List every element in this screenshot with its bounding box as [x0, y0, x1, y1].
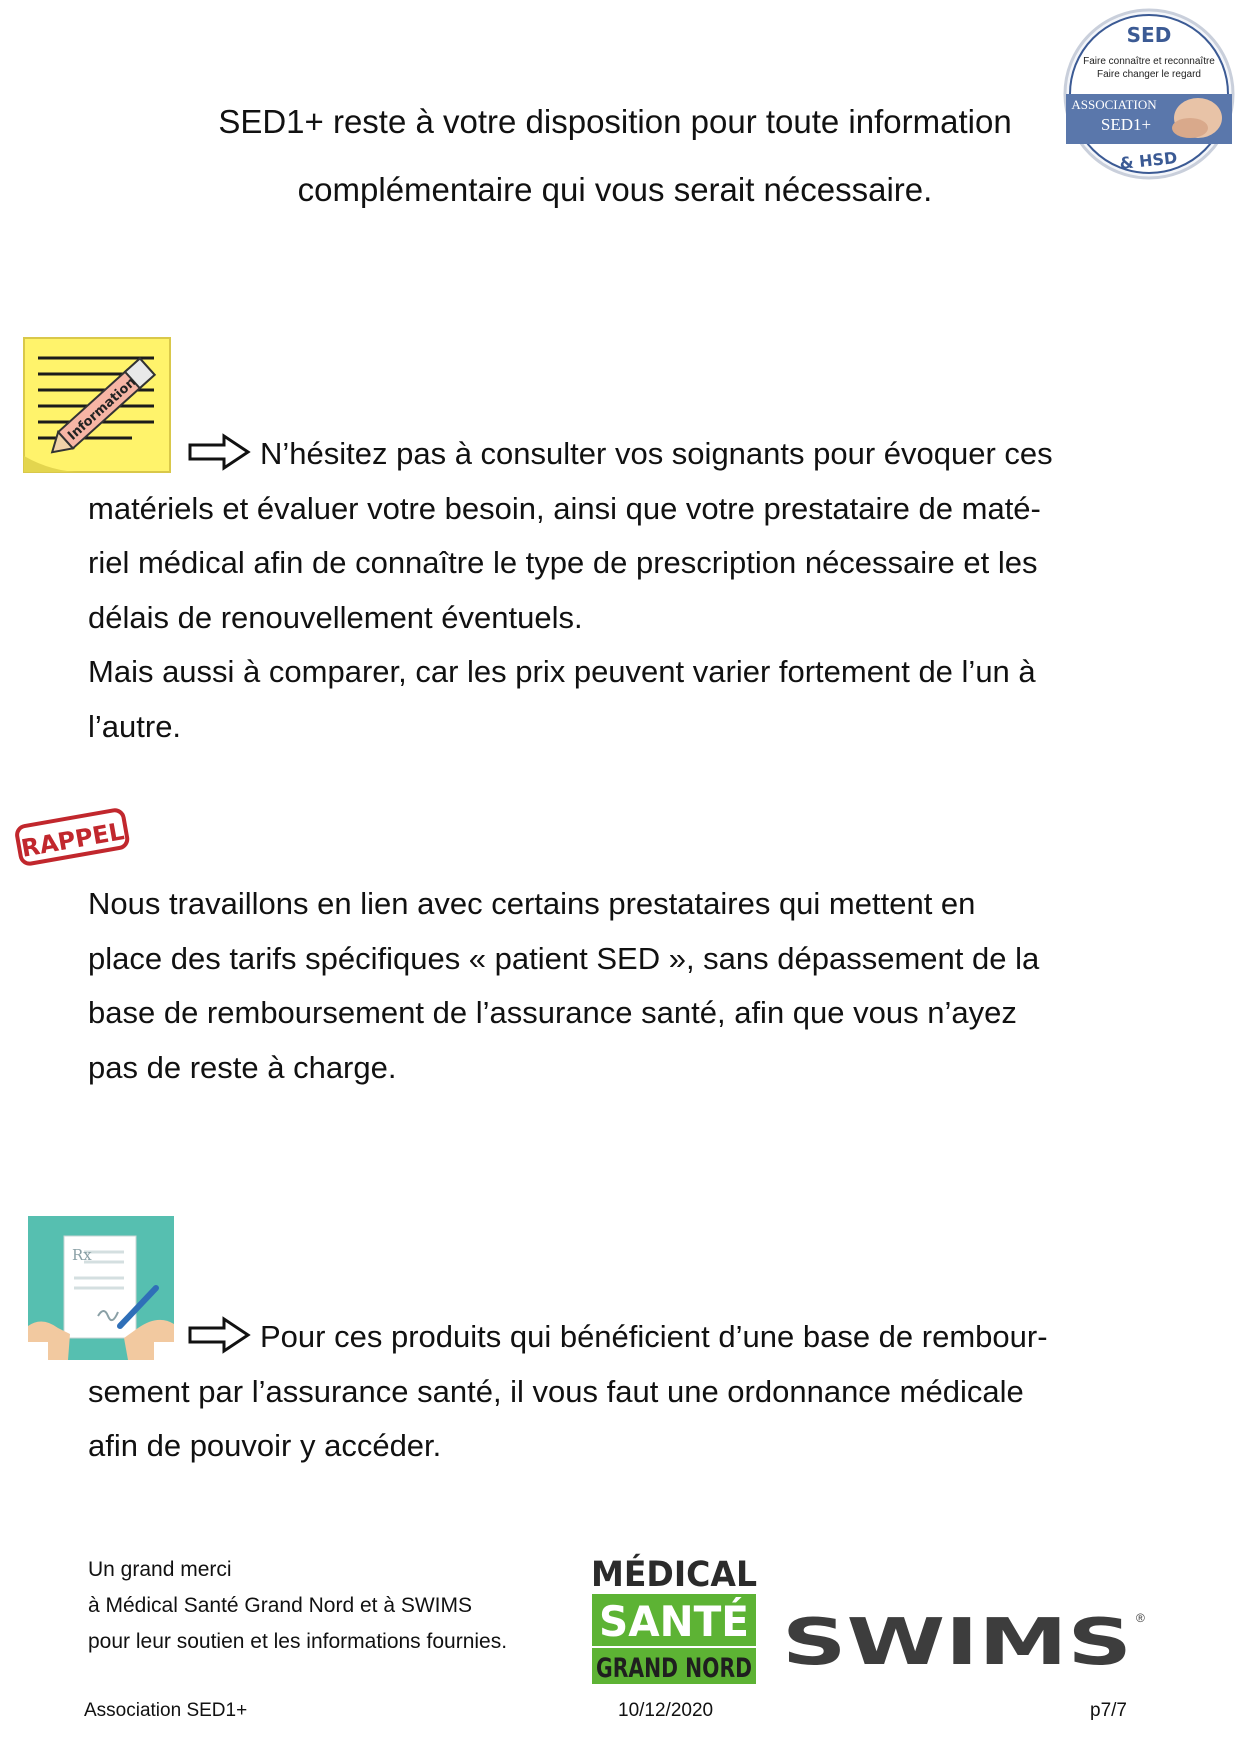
section3-line3: afin de pouvoir y accéder.	[88, 1428, 442, 1463]
registered-mark: ®	[1136, 1611, 1145, 1625]
section1-line6: l’autre.	[88, 708, 182, 744]
rappel-line1: Nous travaillons en lien avec certains prestataires qui mettent en	[88, 886, 976, 921]
thanks-line1: Un grand merci	[88, 1558, 232, 1581]
rappel-paragraph	[88, 877, 1158, 1095]
rappel-stamp	[12, 806, 132, 866]
section3-line2: sement par l’assurance santé, il vous faut une ordonnance médicale	[88, 1373, 1024, 1409]
footer-page-number: p7/7	[1090, 1700, 1127, 1721]
section1-line4: délais de renouvellement éventuels.	[88, 599, 583, 635]
medical-sante-grand-nord-logo	[588, 1548, 767, 1688]
intro-line1: SED1+ reste à votre disposition pour toute information	[218, 103, 1012, 140]
medical-text: MÉDICAL	[591, 1555, 767, 1595]
footer-left: Association SED1+	[84, 1700, 248, 1721]
section1-line5: Mais aussi à comparer, car les prix peuvent varier fortement de l’un à	[88, 654, 1036, 689]
intro-text	[150, 88, 1080, 224]
section1-line2: matériels et évaluer votre besoin, ainsi que votre prestataire de maté-	[88, 490, 1041, 526]
association-logo	[1060, 8, 1238, 180]
logo-assoc-name: SED1+	[1100, 115, 1152, 134]
footer-date: 10/12/2020	[618, 1700, 714, 1721]
swims-logo	[778, 1606, 1148, 1680]
thanks-line2: à Médical Santé Grand Nord et à SWIMS	[88, 1594, 472, 1617]
logo-assoc: ASSOCIATION	[1071, 97, 1157, 112]
rappel-line3: base de remboursement de l’assurance santé, afin que vous n’ayez	[88, 995, 1017, 1030]
swims-text: SWIMS	[782, 1606, 1132, 1680]
right-arrow-icon	[188, 433, 250, 469]
rappel-line2: place des tarifs spécifiques « patient SED », sans dépassement de la	[88, 940, 1040, 976]
sante-text: SANTÉ	[599, 1597, 755, 1646]
section3-line1: Pour ces produits qui bénéficient d’une base de rembour-	[260, 1319, 1048, 1354]
section1-line1: N’hésitez pas à consulter vos soignants pour évoquer ces	[260, 436, 1053, 471]
thanks-text	[88, 1552, 608, 1660]
section1-paragraph	[88, 427, 1158, 754]
information-icon-label: Information	[65, 374, 140, 444]
rappel-stamp-text: RAPPEL	[19, 817, 127, 863]
section1-line3: riel médical afin de connaître le type de prescription nécessaire et les	[88, 545, 1038, 580]
logo-top-text: SED	[1126, 23, 1172, 47]
rappel-line4: pas de reste à charge.	[88, 1049, 397, 1085]
right-arrow-icon	[188, 1316, 250, 1352]
rx-symbol: Rx	[72, 1246, 92, 1264]
logo-bottom-text: & HSD	[1118, 148, 1179, 173]
logo-line2: Faire changer le regard	[1097, 69, 1201, 80]
logo-line1: Faire connaître et reconnaître	[1083, 56, 1215, 67]
grand-nord-text: GRAND NORD	[596, 1653, 752, 1684]
intro-line2: complémentaire qui vous serait nécessaire.	[297, 171, 933, 208]
thanks-line3: pour leur soutien et les informations fournies.	[88, 1630, 508, 1653]
section3-paragraph	[88, 1310, 1158, 1474]
